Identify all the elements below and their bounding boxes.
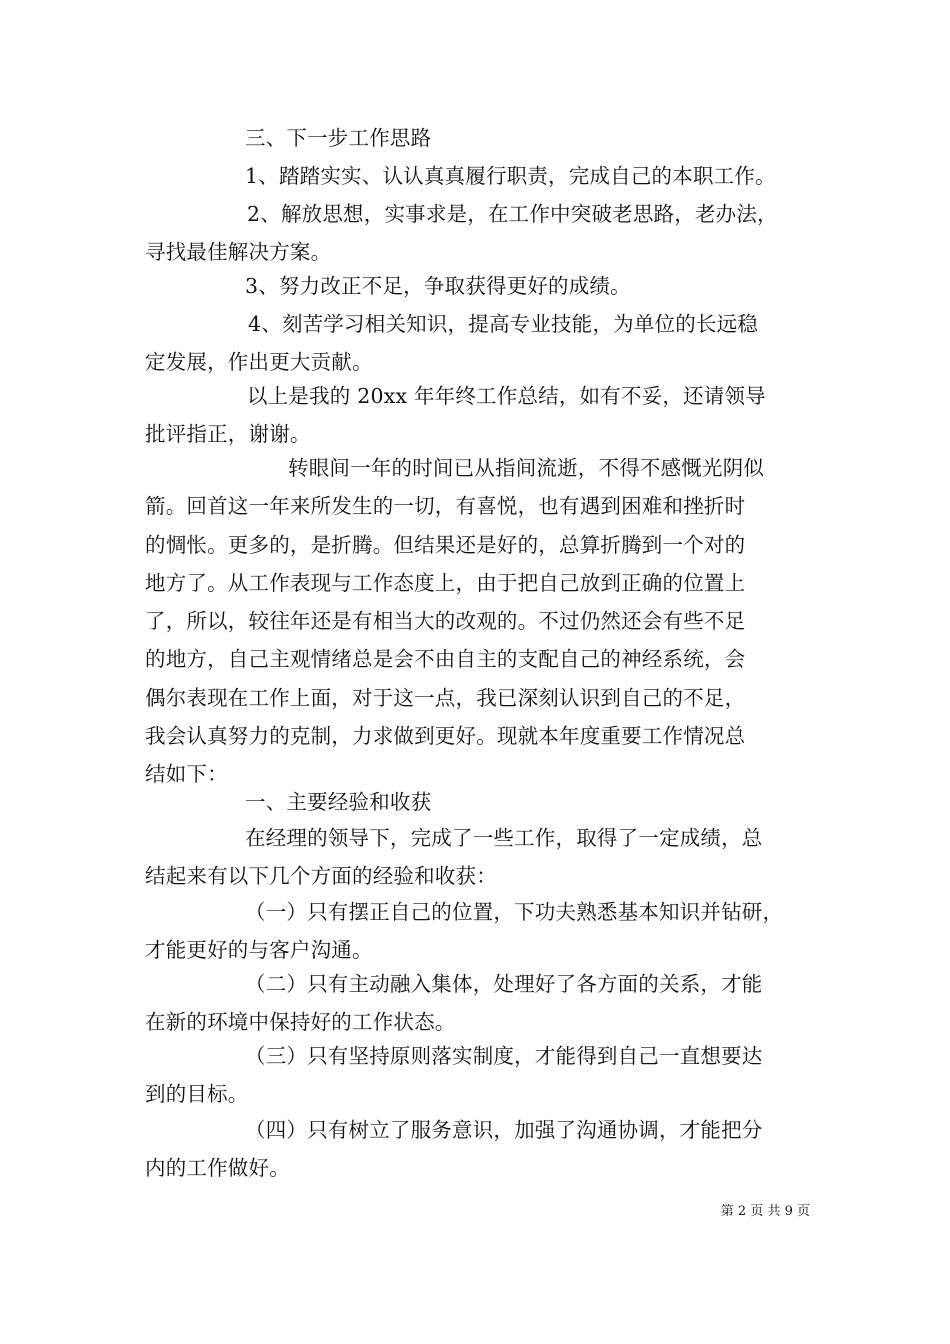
section-heading-experience: 一、主要经验和收获 [245,790,432,814]
paragraph-annual-review: 转眼间一年的时间已从指间流逝，不得不感慨光阴似 箭。回首这一年来所发生的一切，有喜悦，也有遇到困难和挫折时 的惆怅。更多的，是折腾。但结果还是好的，总算折腾到一个对的 地方了。从工作表现与工作态度上，由于把自己放到正确的位置上 了，所以，较往年还是有相当大的改观的。不过仍然还会有些不足 的地方，自己主观情绪总是会不由自主的支配自己的神经系统，会 偶尔表现在工作上面，对于这一点，我已深刻认识到自己的不足， 我会认真努力的克制，力求做到更好。现就本年度重要工作情况总 结如下： [145,456,765,787]
paragraph-point-1: （一）只有摆正自己的位置，下功夫熟悉基本知识并钻研， 才能更好的与客户沟通。 [145,900,784,962]
paragraph-closing-remarks: 以上是我的 20xx 年年终工作总结，如有不妥，还请领导 批评指正，谢谢。 [145,384,766,446]
paragraph-experience-intro: 在经理的领导下，完成了一些工作，取得了一定成绩，总 结起来有以下几个方面的经验和收获： [145,826,763,888]
page-number-footer: 第 2 页 共 9 页 [720,1204,810,1219]
paragraph-item-1: 1、踏踏实实、认认真真履行职责，完成自己的本职工作。 [245,164,776,188]
paragraph-item-2: 2、解放思想，实事求是，在工作中突破老思路，老办法， 寻找最佳解决方案。 [145,202,778,264]
section-heading-next-steps: 三、下一步工作思路 [245,126,432,150]
paragraph-point-3: （三）只有坚持原则落实制度，才能得到自己一直想要达 到的目标。 [145,1044,763,1106]
paragraph-point-4: （四）只有树立了服务意识，加强了沟通协调，才能把分 内的工作做好。 [145,1118,763,1180]
paragraph-item-3: 3、努力改正不足，争取获得更好的成绩。 [245,274,631,298]
paragraph-point-2: （二）只有主动融入集体，处理好了各方面的关系，才能 在新的环境中保持好的工作状态。 [145,972,763,1034]
paragraph-item-4: 4、刻苦学习相关知识，提高专业技能，为单位的长远稳 定发展，作出更大贡献。 [145,312,759,374]
